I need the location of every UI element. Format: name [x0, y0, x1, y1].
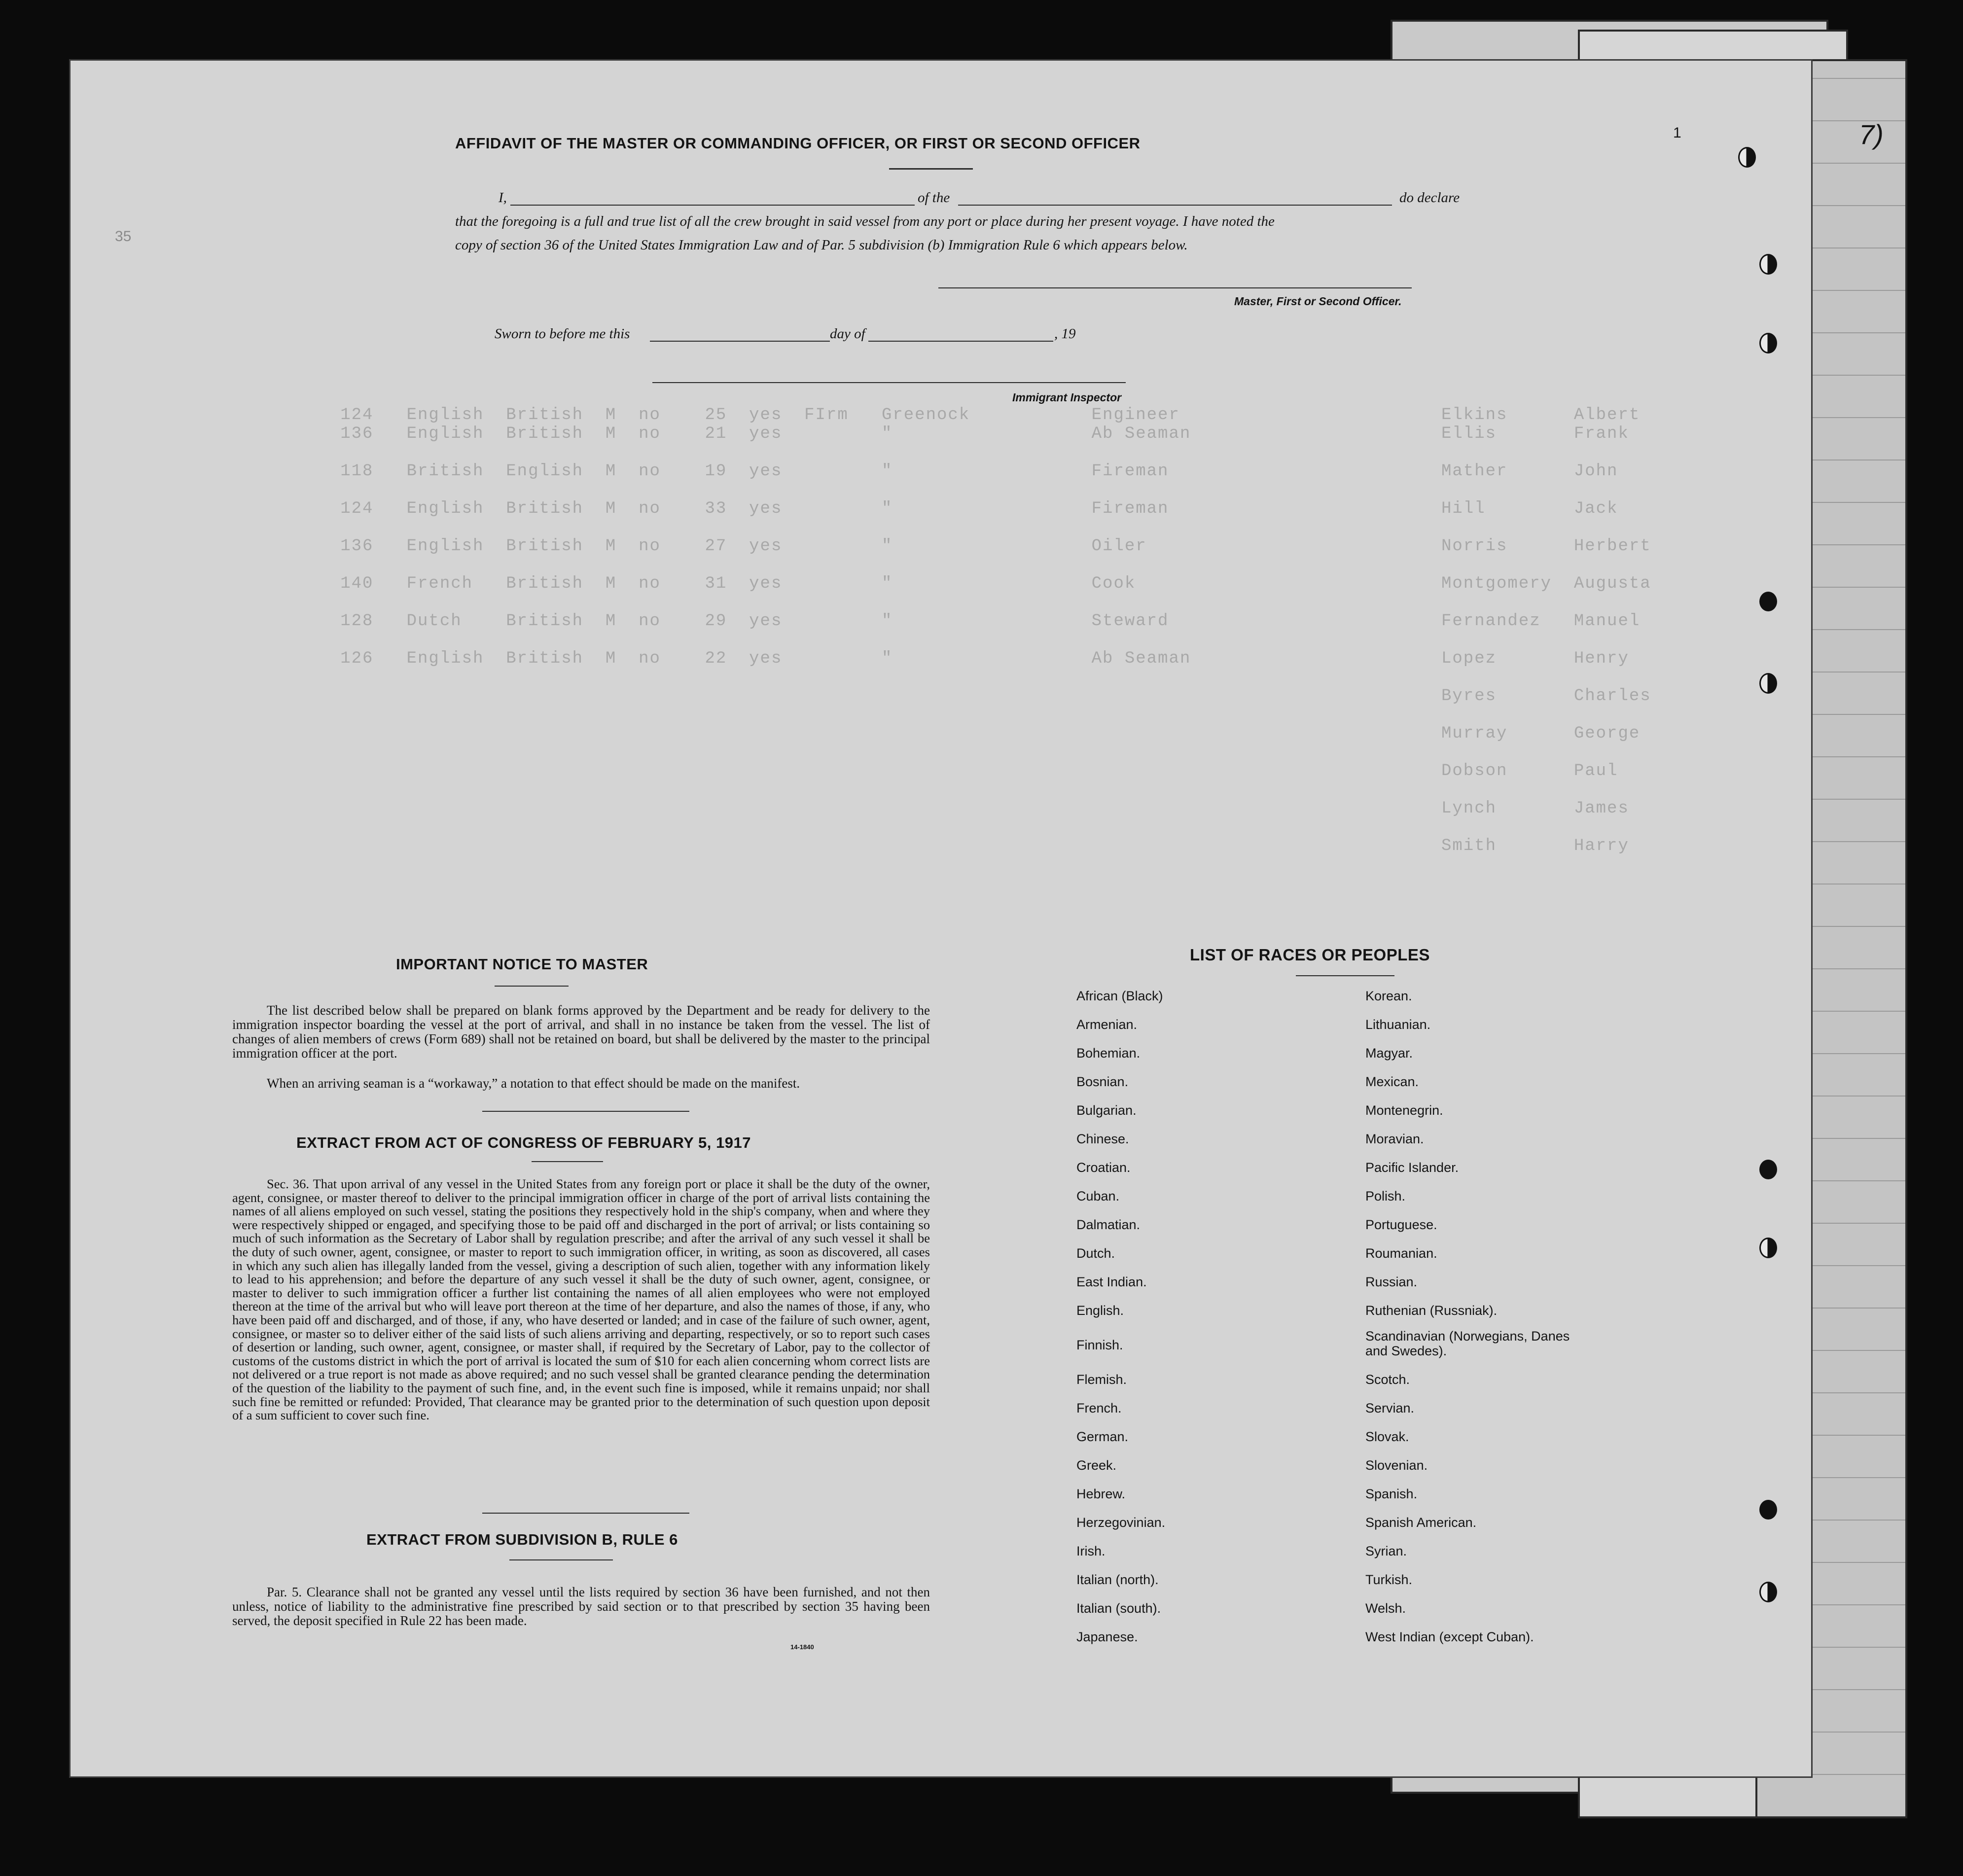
- affidavit-line3: copy of section 36 of the United States Immigration Law and of Par. 5 subdivision (b) Immigration Rule 6 which appears below.: [455, 237, 1188, 253]
- vessel-blank: [958, 205, 1392, 206]
- notice-title: IMPORTANT NOTICE TO MASTER: [396, 956, 648, 973]
- race-item: Bulgarian.: [1076, 1103, 1137, 1118]
- race-item: Ruthenian (Russniak).: [1365, 1303, 1498, 1318]
- signature-caption: Master, First or Second Officer.: [1234, 295, 1402, 308]
- race-item: English.: [1076, 1303, 1124, 1318]
- bleed-through-text: 124 English British M no 25 yes FIrm Greenock Engineer 136 English British M no 21 yes " Ab Seaman 118 British English M no 19 yes " Fireman 124 English British M no 33 yes " Fireman 136 English British M no 27 yes " Oiler 140 French British M no 31 yes " Cook 128 Dutch British M no 29 yes " Steward 126 English British M no 22 yes " Ab Seaman: [340, 406, 1191, 668]
- race-item: Portuguese.: [1365, 1217, 1437, 1232]
- race-item: Croatian.: [1076, 1160, 1131, 1175]
- race-item: Armenian.: [1076, 1017, 1138, 1032]
- act-title: EXTRACT FROM ACT OF CONGRESS OF FEBRUARY 5, 1917: [296, 1134, 751, 1151]
- sworn-day-blank: [650, 341, 830, 342]
- race-item: Flemish.: [1076, 1372, 1127, 1387]
- race-item: Japanese.: [1076, 1629, 1138, 1644]
- race-item: Polish.: [1365, 1189, 1406, 1203]
- divider: [482, 1111, 689, 1112]
- race-item: Turkish.: [1365, 1572, 1413, 1587]
- page-mark: 1: [1673, 125, 1681, 141]
- divider: [482, 1513, 689, 1514]
- race-item: Moravian.: [1365, 1132, 1424, 1146]
- race-item: Spanish American.: [1365, 1515, 1477, 1530]
- punch-hole: [1759, 673, 1777, 694]
- race-item: Slovenian.: [1365, 1458, 1428, 1473]
- affidavit-line1-suffix: do declare: [1399, 190, 1460, 206]
- race-item: German.: [1076, 1429, 1129, 1444]
- race-item: Lithuanian.: [1365, 1017, 1431, 1032]
- affidavit-line1-prefix: I,: [499, 190, 507, 206]
- punch-hole: [1759, 333, 1777, 354]
- punch-hole: [1759, 1238, 1777, 1258]
- notice-paragraph-2: When an arriving seaman is a “workaway,” a notation to that effect should be made on the manifest.: [267, 1076, 800, 1091]
- affidavit-title: AFFIDAVIT OF THE MASTER OR COMMANDING OFFICER, OR FIRST OR SECOND OFFICER: [455, 135, 1141, 152]
- race-item: Dutch.: [1076, 1246, 1115, 1261]
- race-item: Servian.: [1365, 1401, 1415, 1416]
- race-item: Scotch.: [1365, 1372, 1410, 1387]
- race-item: Montenegrin.: [1365, 1103, 1443, 1118]
- name-blank: [510, 205, 915, 206]
- race-item: African (Black): [1076, 989, 1163, 1003]
- signature-line: [938, 287, 1412, 288]
- race-item: Chinese.: [1076, 1132, 1129, 1146]
- race-item: French.: [1076, 1401, 1122, 1416]
- divider: [889, 168, 973, 170]
- race-item: Scandinavian (Norwegians, Danes and Swedes).: [1365, 1329, 1570, 1358]
- notice-paragraph-1: The list described below shall be prepared on blank forms approved by the Department and be ready for delivery to the immigration inspector boarding the vessel at the port of arrival, and shall in no instance be taken from the vessel. The list of changes of alien members of crews (Form 689) shall not be retained on board, but shall be delivered by the master to the principal immigration officer at the port.: [232, 1003, 930, 1061]
- race-item: Cuban.: [1076, 1189, 1120, 1203]
- inspector-line: [652, 382, 1126, 383]
- divider: [1296, 975, 1394, 976]
- corner-mark: 7): [1859, 119, 1884, 150]
- race-item: Slovak.: [1365, 1429, 1409, 1444]
- divider: [509, 1559, 613, 1560]
- race-item: Bosnian.: [1076, 1074, 1129, 1089]
- punch-hole: [1759, 1500, 1777, 1520]
- rule6-title: EXTRACT FROM SUBDIVISION B, RULE 6: [366, 1531, 678, 1548]
- race-item: Hebrew.: [1076, 1487, 1126, 1501]
- form-page: [69, 59, 1813, 1778]
- race-item: Greek.: [1076, 1458, 1117, 1473]
- sworn-prefix: Sworn to before me this: [495, 326, 630, 342]
- left-margin-mark: 35: [115, 228, 132, 245]
- sworn-suffix: , 19: [1054, 326, 1076, 342]
- race-item: Irish.: [1076, 1544, 1106, 1558]
- sworn-month-blank: [868, 341, 1053, 342]
- punch-hole: [1759, 254, 1777, 275]
- race-item: East Indian.: [1076, 1274, 1147, 1289]
- race-item: Dalmatian.: [1076, 1217, 1141, 1232]
- act-section-36: Sec. 36. That upon arrival of any vessel in the United States from any foreign port or place it shall be the duty of the owner, agent, consignee, or master thereof to deliver to the principal immigration officer in charge of the port of arrival lists containing the names of all aliens employed on such vessel, stating the positions they respectively hold in the ship's company, when and where they were respectively shipped or engaged, and specifying those to be paid off and discharged in the port of arrival; or lists containing so much of such information as the Secretary of Labor shall by regulation prescribe; and after the arrival of any such vessel it shall be the duty of such owner, agent, consignee, or master to report to such immigration officer, in writing, as soon as discovered, all cases in which any such alien has illegally landed from the vessel, giving a description of such alien, together with any information likely to lead to his apprehension; and before the departure of any such vessel it shall be the duty of such owner, agent, consignee, or master to deliver to such immigration officer a further list containing the names of all alien employees who were not employed thereon at the time of the arrival but who will leave port thereon at the time of her departure, and also the names of those, if any, who have been paid off and discharged, and of those, if any, who have deserted or landed; and in case of the failure of such owner, agent, consignee, or master so to deliver either of the said lists of such aliens arriving and departing, respectively, or so to report such cases of desertion or landing, such owner, agent, consignee, or master shall, if required by the Secretary of Labor, pay to the collector of customs of the customs district in which the port of arrival is located the sum of $10 for each alien concerning whom correct lists are not delivered or a true report is not made as above required; and no such vessel shall be granted clearance pending the determination of the question of the liability to the payment of such fine, and, in the event such fine is imposed, while it remains unpaid; nor shall such fine be remitted or refunded: Provided, That clearance may be granted prior to the determination of such question upon deposit of a sum sufficient to cover such fine.: [232, 1176, 930, 1423]
- race-item: Russian.: [1365, 1274, 1418, 1289]
- divider: [495, 986, 569, 987]
- race-item: Mexican.: [1365, 1074, 1419, 1089]
- race-item: Welsh.: [1365, 1601, 1406, 1616]
- race-item: Finnish.: [1076, 1338, 1123, 1352]
- race-item: Herzegovinian.: [1076, 1515, 1166, 1530]
- bleed-through-text: Elkins Albert Ellis Frank Mather John Hill Jack Norris Herbert Montgomery Augusta Fernandez Manuel Lopez Henry Byres Charles Murray George Dobson Paul Lynch James Smith Harry: [1441, 406, 1651, 855]
- divider: [532, 1161, 603, 1162]
- race-item: Pacific Islander.: [1365, 1160, 1459, 1175]
- race-item: Korean.: [1365, 989, 1412, 1003]
- affidavit-line1-mid: of the: [918, 190, 950, 206]
- race-item: Spanish.: [1365, 1487, 1418, 1501]
- race-item: Roumanian.: [1365, 1246, 1437, 1261]
- punch-hole: [1759, 592, 1777, 611]
- inspector-caption: Immigrant Inspector: [1012, 391, 1122, 404]
- races-title: LIST OF RACES OR PEOPLES: [1190, 946, 1430, 964]
- race-item: Italian (north).: [1076, 1572, 1159, 1587]
- punch-hole: [1759, 1582, 1777, 1602]
- rule6-paragraph: Par. 5. Clearance shall not be granted any vessel until the lists required by section 36 have been furnished, and not then unless, notice of liability to the administrative fine prescribed by said section or to that prescribed by section 35 having been served, the deposit specified in Rule 22 has been made.: [232, 1585, 930, 1628]
- form-number: 14-1840: [790, 1643, 814, 1651]
- affidavit-line2: that the foregoing is a full and true list of all the crew brought in said vessel from any port or place during her present voyage. I have noted the: [455, 213, 1275, 229]
- punch-hole: [1759, 1160, 1777, 1179]
- race-item: West Indian (except Cuban).: [1365, 1629, 1534, 1644]
- sworn-mid: day of: [830, 326, 865, 342]
- race-item: Bohemian.: [1076, 1046, 1141, 1061]
- race-item: Magyar.: [1365, 1046, 1413, 1061]
- race-item: Syrian.: [1365, 1544, 1407, 1558]
- punch-hole: [1738, 147, 1756, 168]
- race-item: Italian (south).: [1076, 1601, 1161, 1616]
